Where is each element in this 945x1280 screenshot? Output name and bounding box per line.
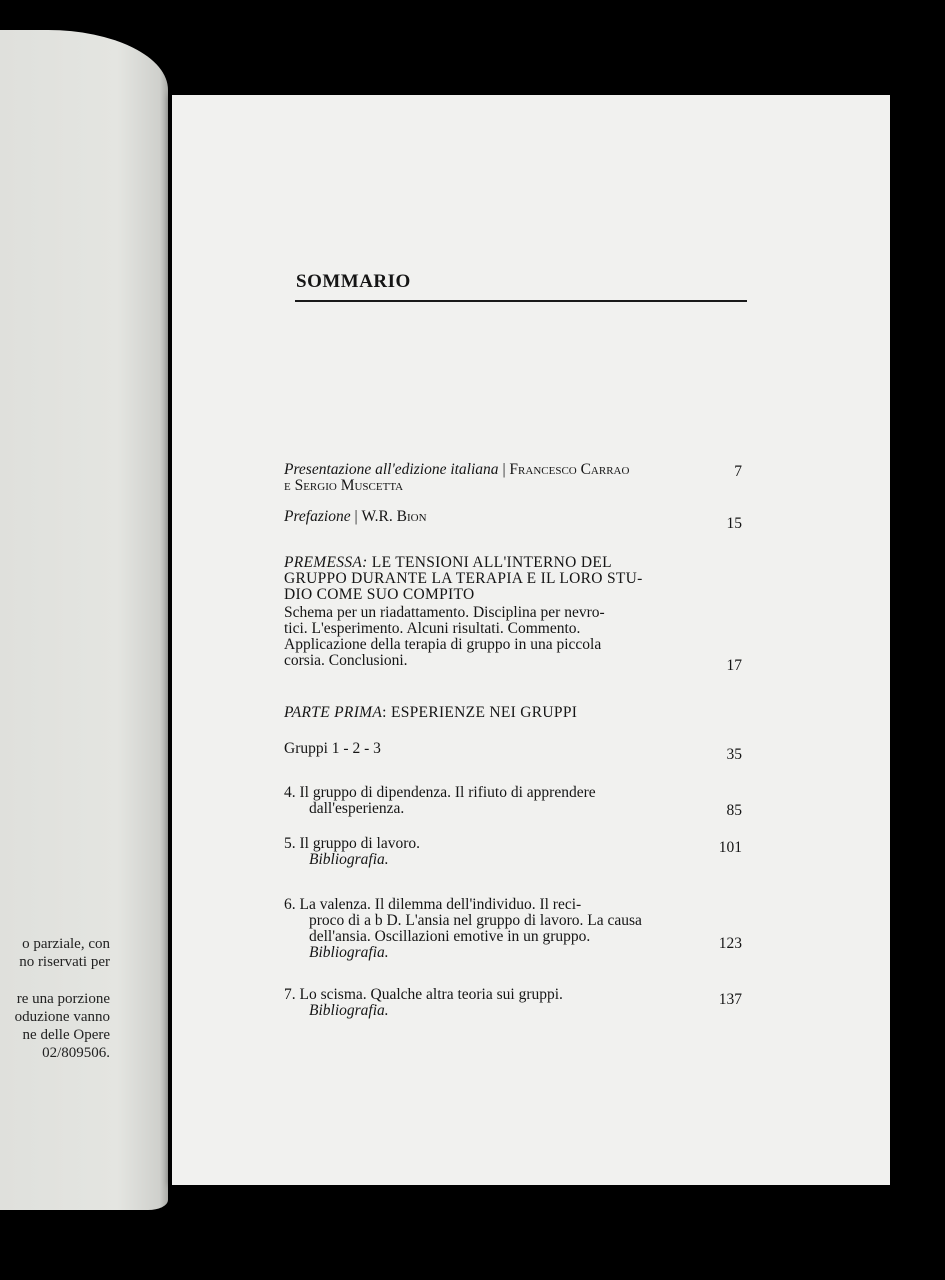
heading-line: DIO COME SUO COMPITO (284, 586, 475, 603)
body-line: tici. L'esperimento. Alcuni risultati. Commento. (284, 620, 581, 637)
heading-rest: LE TENSIONI ALL'INTERNO DEL (367, 554, 612, 571)
toc-entry-6 (284, 897, 740, 961)
right-page (172, 95, 890, 1185)
entry-author: W.R. Bion (361, 508, 427, 525)
entry-line: dell'ansia. Oscillazioni emotive in un gruppo. (309, 928, 591, 945)
entry-line: 6. La valenza. Il dilemma dell'individuo. Il reci- (284, 896, 582, 913)
page-number: 137 (718, 991, 742, 1008)
left-line: no riservati per (19, 954, 110, 970)
entry-line: proco di a b D. L'ansia nel gruppo di lavoro. La causa (309, 912, 642, 929)
part-heading (284, 705, 740, 721)
body-line: Applicazione della terapia di gruppo in una piccola (284, 636, 602, 653)
left-page-text-block-1 (0, 935, 168, 971)
toc-entry-5 (284, 836, 740, 868)
entry-title: Presentazione all'edizione italiana (284, 461, 499, 478)
separator: | (350, 508, 362, 525)
part-italic: PARTE PRIMA (284, 704, 383, 721)
page-number: 101 (718, 839, 742, 856)
heading-line: GRUPPO DURANTE LA TERAPIA E IL LORO STU- (284, 570, 643, 587)
toc-entry-4 (284, 785, 740, 817)
left-line: re una porzione (16, 991, 110, 1007)
left-page-text-block-2 (0, 990, 168, 1062)
page-number: 85 (726, 802, 742, 819)
body-line: corsia. Conclusioni. (284, 652, 408, 669)
entry-line: 4. Il gruppo di dipendenza. Il rifiuto di apprendere (284, 784, 596, 801)
separator: | (498, 461, 510, 478)
left-line: 02/809506. (42, 1045, 110, 1061)
entry-author: e Sergio Muscetta (284, 477, 404, 494)
heading-italic: PREMESSA: (284, 554, 368, 571)
toc-entry-7 (284, 987, 740, 1019)
entry-line: 7. Lo scisma. Qualche altra teoria sui gruppi. (284, 986, 563, 1003)
entry-bibliography: Bibliografia. (309, 1002, 389, 1019)
toc-entry-premessa-heading (284, 555, 740, 603)
part-rest: : ESPERIENZE NEI GRUPPI (382, 704, 578, 721)
body-line: Schema per un riadattamento. Disciplina per nevro- (284, 604, 605, 621)
toc-title: SOMMARIO (296, 271, 411, 292)
page-number: 123 (718, 935, 742, 952)
entry-line: dall'esperienza. (309, 800, 405, 817)
left-line: ne delle Opere (22, 1027, 110, 1043)
toc-entry-premessa-body (284, 605, 740, 669)
toc-entry-presentazione (284, 462, 740, 494)
toc-entry-gruppi: Gruppi 1 - 2 - 3 (284, 740, 381, 757)
left-line: oduzione vanno (14, 1009, 110, 1025)
entry-line: 5. Il gruppo di lavoro. (284, 835, 421, 852)
entry-bibliography: Bibliografia. (309, 944, 389, 961)
page-number: 7 (734, 463, 742, 480)
title-rule (295, 300, 747, 302)
entry-title: Prefazione (284, 508, 351, 525)
page-number: 17 (726, 657, 742, 674)
entry-bibliography: Bibliografia. (309, 851, 389, 868)
left-page (0, 30, 168, 1210)
page-number: 15 (726, 515, 742, 532)
page-number: 35 (726, 746, 742, 763)
toc-entry-prefazione (284, 509, 740, 525)
left-line: o parziale, con (22, 936, 110, 952)
entry-author: Francesco Carrao (509, 461, 630, 478)
